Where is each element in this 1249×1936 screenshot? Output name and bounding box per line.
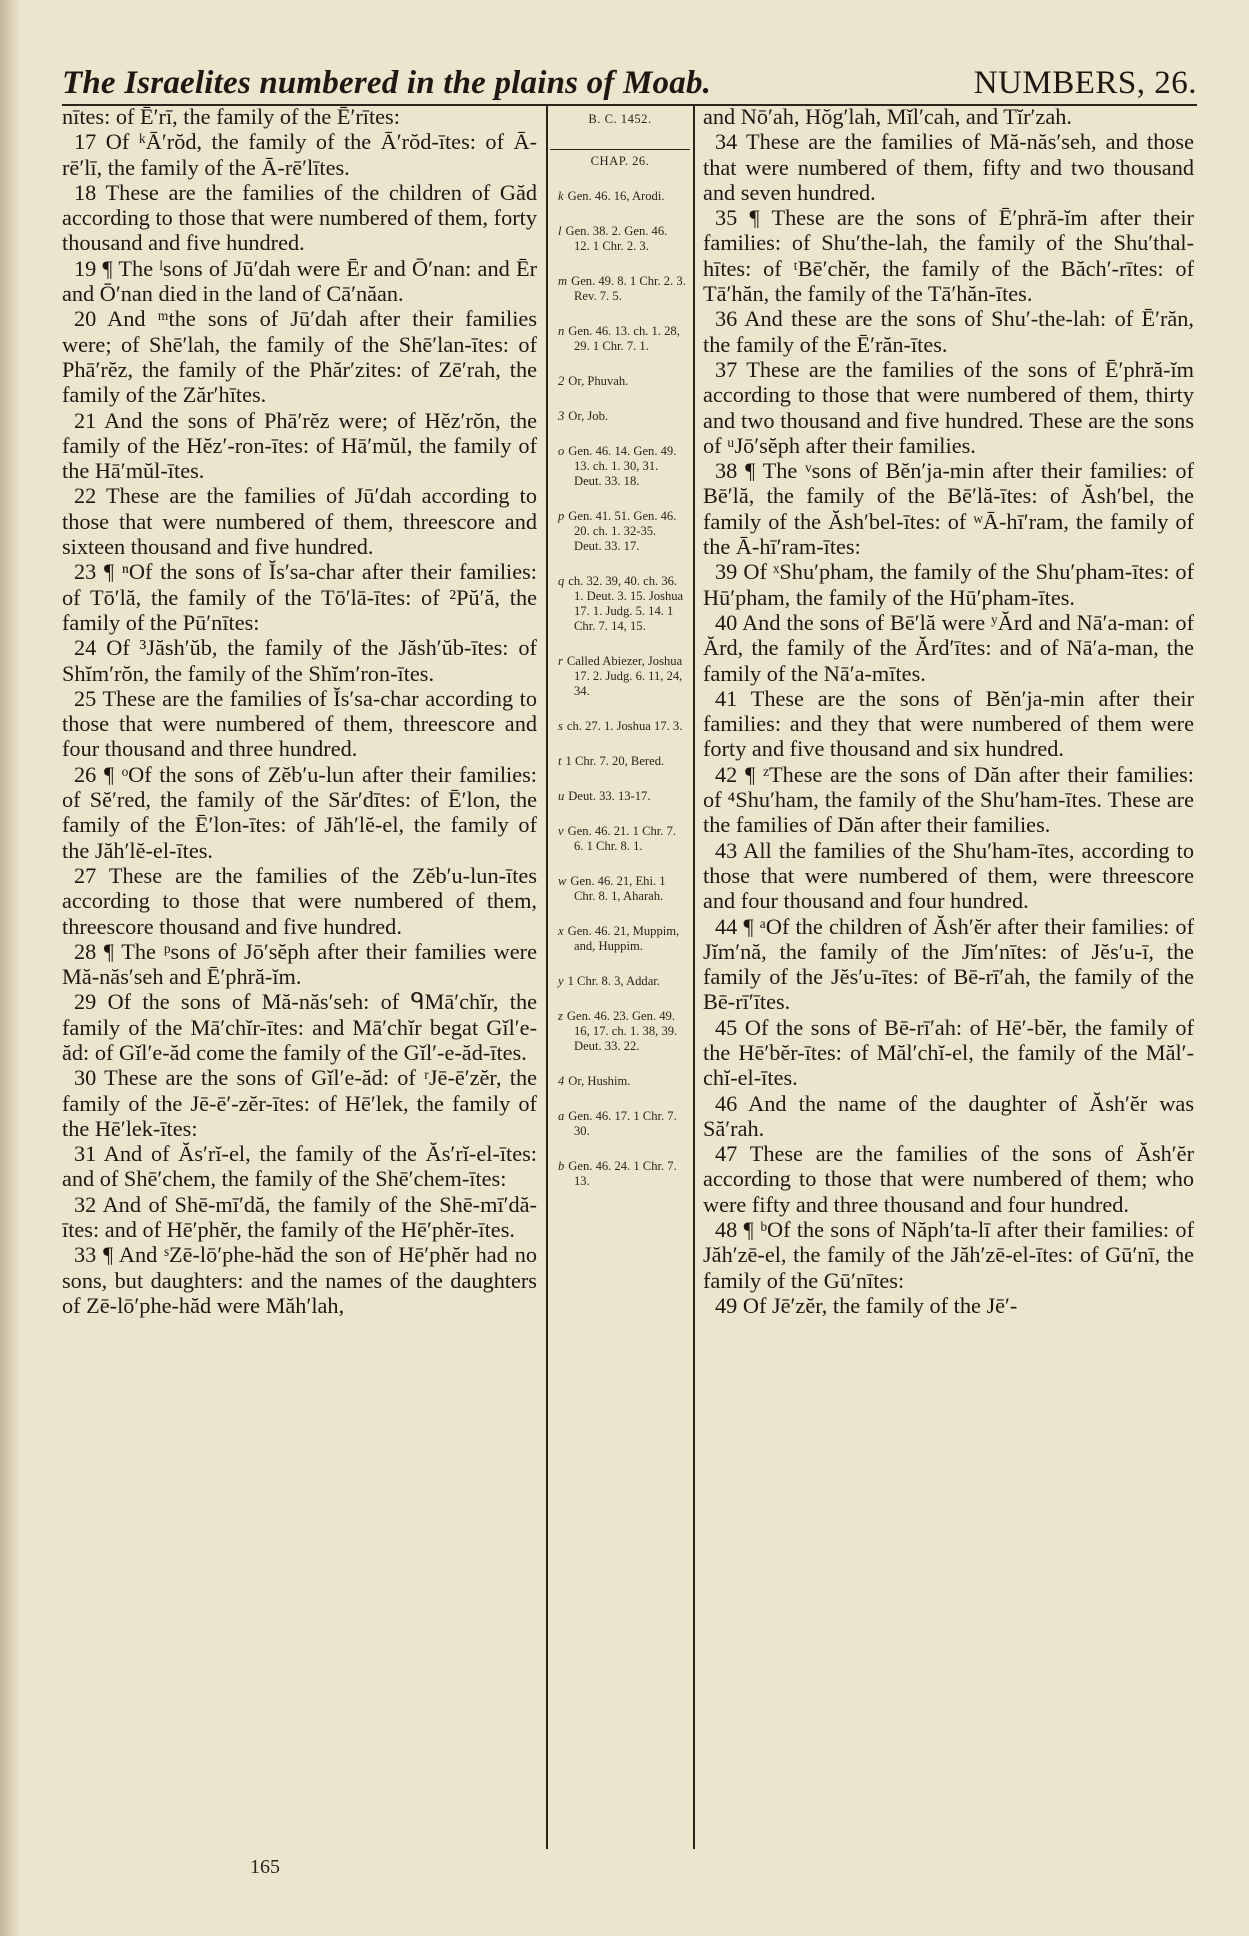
note-mark: a (558, 1109, 565, 1123)
cross-reference-note (558, 874, 686, 904)
verse: 39 Of ˣShu′pham, the family of the Shu′pham-ītes: of Hū′pham, the family of the Hū′pham-ītes. (703, 559, 1194, 610)
verse: 47 These are the families of the sons of Ăsh′ĕr according to those that were numbered of them; who were fifty and three thousand and four hundred. (703, 1141, 1194, 1217)
verse: 23 ¶ ⁿOf the sons of Ĭs′sa-char after their families: of Tō′lă, the family of the Tō′lā-ītes: of ²Pŭ′ă, the family of the Pū′nītes: (62, 559, 537, 635)
note-text: Gen. 46. 21. 1 Chr. 7. 6. 1 Chr. 8. 1. (567, 824, 677, 853)
verse: and Nō′ah, Hŏg′lah, Mĭl′cah, and Tĭr′zah. (703, 104, 1072, 129)
note-mark: k (558, 189, 564, 203)
left-text-column (62, 104, 537, 1864)
running-head-title: The Israelites numbered in the plains of Moab. (62, 65, 712, 101)
running-head (62, 52, 1197, 102)
right-text-column (703, 104, 1194, 1864)
note-text: 1 Chr. 7. 20, Bered. (565, 754, 665, 768)
cross-reference-note (558, 574, 686, 634)
verse: 28 ¶ The ᵖsons of Jō′sĕph after their families were Mă-năs′seh and Ē′phră-ĭm. (62, 938, 537, 990)
note-text: Gen. 46. 17. 1 Chr. 7. 30. (568, 1109, 677, 1138)
cross-reference-note (558, 1159, 686, 1189)
verse: 38 ¶ The ᵛsons of Bĕn′ja-min after their families: of Bē′lă, the family of the Bē′lă-ītes: of Ăsh′bel, the family of the Ăsh′bel-ītes: of ʷĀ-hī′ram, the family of the Ā-hī′ram-ītes: (703, 458, 1194, 560)
cross-reference-note (558, 1074, 686, 1089)
note-mark: z (558, 1009, 563, 1023)
note-text: Deut. 33. 13-17. (568, 789, 651, 803)
verse: 25 These are the families of Ĭs′sa-char according to those that were numbered of them, threescore and four thousand and three hundred. (62, 685, 537, 762)
note-text: Gen. 46. 23. Gen. 49. 16, 17. ch. 1. 38, 39. Deut. 33. 22. (566, 1009, 678, 1053)
note-text: Or, Phuvah. (568, 374, 629, 388)
note-mark: o (558, 444, 565, 458)
cross-reference-note (558, 444, 686, 489)
verse: 36 And these are the sons of Shu′-the-lah: of Ē′răn, the family of the Ē′răn-ītes. (703, 306, 1194, 357)
center-reference-column (550, 104, 690, 1844)
cross-reference-note (558, 1009, 686, 1054)
verse: 35 ¶ These are the sons of Ē′phră-ĭm after their families: of Shu′the-lah, the family of the Shu′thal-hītes: of ᵗBē′chĕr, the family of the Băch′-rītes: of Tā′hăn, the family of the Tā′hăn-ītes. (703, 205, 1194, 307)
note-text: Gen. 49. 8. 1 Chr. 2. 3. Rev. 7. 5. (571, 274, 686, 303)
verse: 45 Of the sons of Bē-rī′ah: of Hē′-bĕr, the family of the Hē′bĕr-ītes: of Măl′chĭ-el, the family of the Măl′-chĭ-el-ītes. (703, 1014, 1194, 1091)
date-heading: B. C. 1452. (588, 112, 652, 126)
note-mark: w (558, 874, 567, 888)
cross-reference-note (558, 224, 686, 254)
note-text: Gen. 46. 21, Muppim, and, Huppim. (567, 924, 680, 953)
chapter-heading: CHAP. 26. (550, 149, 690, 169)
column-divider-left (546, 104, 548, 1849)
verse: 22 These are the families of Jū′dah according to those that were numbered of them, threescore and sixteen thousand and five hundred. (62, 483, 537, 560)
note-text: Gen. 46. 24. 1 Chr. 7. 13. (568, 1159, 677, 1188)
note-text: Gen. 46. 13. ch. 1. 28, 29. 1 Chr. 7. 1. (568, 324, 680, 353)
verse: 43 All the families of the Shu′ham-ītes, according to those that were numbered of them, were threescore and four thousand and four hundred. (703, 837, 1194, 914)
note-text: Or, Job. (568, 409, 609, 423)
verse: 29 Of the sons of Mă-năs′seh: of ᑫMā′chĭr, the family of the Mā′chĭr-ītes: and Mā′chĭr begat Gĭl′e-ăd: of Gĭl′e-ăd come the family of the Gĭl′-e-ăd-ītes. (62, 989, 537, 1065)
note-mark: p (558, 509, 565, 523)
note-mark: v (558, 824, 564, 838)
verse: 24 Of ³Jăsh′ŭb, the family of the Jăsh′ŭb-ītes: of Shĭm′rŏn, the family of the Shĭm′ron-ītes. (62, 635, 537, 686)
verse: 46 And the name of the daughter of Ăsh′ĕr was Să′rah. (703, 1090, 1194, 1141)
cross-reference-note (558, 974, 686, 989)
cross-reference-note (558, 824, 686, 854)
note-mark: y (558, 974, 564, 988)
note-mark: u (558, 789, 565, 803)
note-mark: 4 (558, 1074, 565, 1088)
note-text: 1 Chr. 8. 3, Addar. (567, 974, 660, 988)
note-mark: q (558, 574, 565, 588)
note-mark: r (558, 654, 563, 668)
verse: 40 And the sons of Bē′lă were ʸĂrd and Nā′a-man: of Ărd, the family of the Ărd′ītes: and of Nā′a-man, the family of the Nā′a-mītes. (703, 609, 1194, 686)
note-mark: s (558, 719, 563, 733)
verse: 27 These are the families of the Zĕb′u-lun-ītes according to those that were numbered of them, threescore thousand and five hundred. (62, 862, 537, 939)
cross-reference-note (558, 274, 686, 304)
running-head-book-chapter: NUMBERS, 26. (973, 65, 1197, 101)
cross-reference-note (558, 374, 686, 389)
verse: 18 These are the families of the children of Găd according to those that were numbered of them, forty thousand and five hundred. (62, 179, 537, 256)
verse: nītes: of Ē′rī, the family of the Ē′rītes: (62, 104, 400, 129)
note-mark: m (558, 274, 568, 288)
cross-reference-note (558, 409, 686, 424)
note-text: Gen. 46. 21, Ehi. 1 Chr. 8. 1, Aharah. (570, 874, 666, 903)
cross-reference-note (558, 789, 686, 804)
cross-reference-note (558, 754, 686, 769)
page-number: 165 (250, 1856, 280, 1878)
cross-reference-note (558, 509, 686, 554)
verse: 26 ¶ ᵒOf the sons of Zĕb′u-lun after their families: of Sĕ′red, the family of the Săr′dītes: of Ē′lon, the family of the Ē′lon-ītes: of Jăh′lĕ-el, the family of the Jăh′lĕ-el-ītes. (62, 761, 537, 863)
note-text: Gen. 46. 14. Gen. 49. 13. ch. 1. 30, 31. Deut. 33. 18. (568, 444, 677, 488)
verse: 49 Of Jē′zĕr, the family of the Jē′- (715, 1292, 1018, 1318)
cross-reference-note (558, 1109, 686, 1139)
verse: 19 ¶ The ˡsons of Jū′dah were Ēr and Ō′nan: and Ēr and Ō′nan died in the land of Cā′năan. (62, 255, 537, 307)
note-mark: x (558, 924, 564, 938)
note-mark: b (558, 1159, 565, 1173)
verse: 17 Of ᵏĀ′rŏd, the family of the Ā′rŏd-ītes: of Ā-rē′lī, the family of the Ā-rē′lītes. (62, 129, 537, 180)
note-text: Gen. 46. 16, Arodi. (567, 189, 665, 203)
verse: 33 ¶ And ˢZē-lō′phe-hăd the son of Hē′phĕr had no sons, but daughters: and the names of the daughters of Zē-lō′phe-hăd were Măh′lah, (62, 1242, 537, 1318)
verse: 37 These are the families of the sons of Ē′phră-ĭm according to those that were numbered of them, thirty and two thousand and five hundred. These are the sons of ᵘJō′sĕph after their families. (703, 356, 1194, 458)
note-mark: l (558, 224, 562, 238)
verse: 32 And of Shē-mī′dă, the family of the Shē-mī′dă-ītes: and of Hē′phĕr, the family of the Hē′phĕr-ītes. (62, 1191, 537, 1243)
verse: 41 These are the sons of Bĕn′ja-min after their families: and they that were numbered of them were forty and five thousand and six hundred. (703, 685, 1194, 762)
cross-reference-note (558, 719, 686, 734)
verse: 44 ¶ ᵃOf the children of Ăsh′ĕr after their families: of Jĭm′nă, the family of the Jĭm′nītes: of Jĕs′u-ī, the family of the Jĕs′u-ītes: of Bē-rī′ah, the family of the Bē-rī′ītes. (703, 913, 1194, 1015)
note-text: ch. 27. 1. Joshua 17. 3. (566, 719, 683, 733)
cross-reference-notes (550, 189, 690, 1189)
verse: 34 These are the families of Mă-năs′seh, and those that were numbered of them, fifty and two thousand and seven hundred. (703, 129, 1194, 205)
column-divider-right (693, 104, 695, 1849)
note-text: Gen. 41. 51. Gen. 46. 20. ch. 1. 32-35. Deut. 33. 17. (568, 509, 677, 553)
note-text: Gen. 38. 2. Gen. 46. 12. 1 Chr. 2. 3. (565, 224, 668, 253)
note-mark: t (558, 754, 562, 768)
verse: 42 ¶ ᶻThese are the sons of Dăn after their families: of ⁴Shu′ham, the family of the Shu′ham-ītes. These are the families of Dăn after their families. (703, 761, 1194, 838)
cross-reference-note (558, 924, 686, 954)
note-mark: 3 (558, 409, 565, 423)
cross-reference-note (558, 189, 686, 204)
verse: 21 And the sons of Phā′rĕz were; of Hĕz′rŏn, the family of the Hĕz′-ron-ītes: of Hā′mŭl, the family of the Hā′mŭl-ītes. (62, 407, 537, 484)
note-mark: n (558, 324, 565, 338)
verse: 20 And ᵐthe sons of Jū′dah after their families were; of Shē′lah, the family of the Shē′lan-ītes: of Phā′rĕz, the family of the Phăr′zites: of Zē′rah, the family of the Zăr′hītes. (62, 306, 537, 408)
cross-reference-note (558, 324, 686, 354)
page-gutter-shadow (0, 0, 20, 1936)
note-text: ch. 32. 39, 40. ch. 36. 1. Deut. 3. 15. Joshua 17. 1. Judg. 5. 14. 1 Chr. 7. 14, 15. (568, 574, 684, 633)
note-text: Called Abiezer, Joshua 17. 2. Judg. 6. 11, 24, 34. (566, 654, 683, 698)
verse: 31 And of Ăs′rĭ-el, the family of the Ăs′rĭ-el-ītes: and of Shē′chem, the family of the Shē′chem-ītes: (62, 1141, 537, 1192)
cross-reference-note (558, 654, 686, 699)
note-mark: 2 (558, 374, 565, 388)
verse: 30 These are the sons of Gĭl′e-ăd: of ʳJē-ē′zĕr, the family of the Jē-ē′-zĕr-ītes: of Hē′lek, the family of the Hē′lek-ītes: (62, 1065, 537, 1141)
verse: 48 ¶ ᵇOf the sons of Năph′ta-lī after their families: of Jăh′zē-el, the family of the Jăh′zē-el-ītes: of Gū′nī, the family of the Gū′nītes: (703, 1217, 1194, 1293)
note-text: Or, Hushim. (568, 1074, 631, 1088)
